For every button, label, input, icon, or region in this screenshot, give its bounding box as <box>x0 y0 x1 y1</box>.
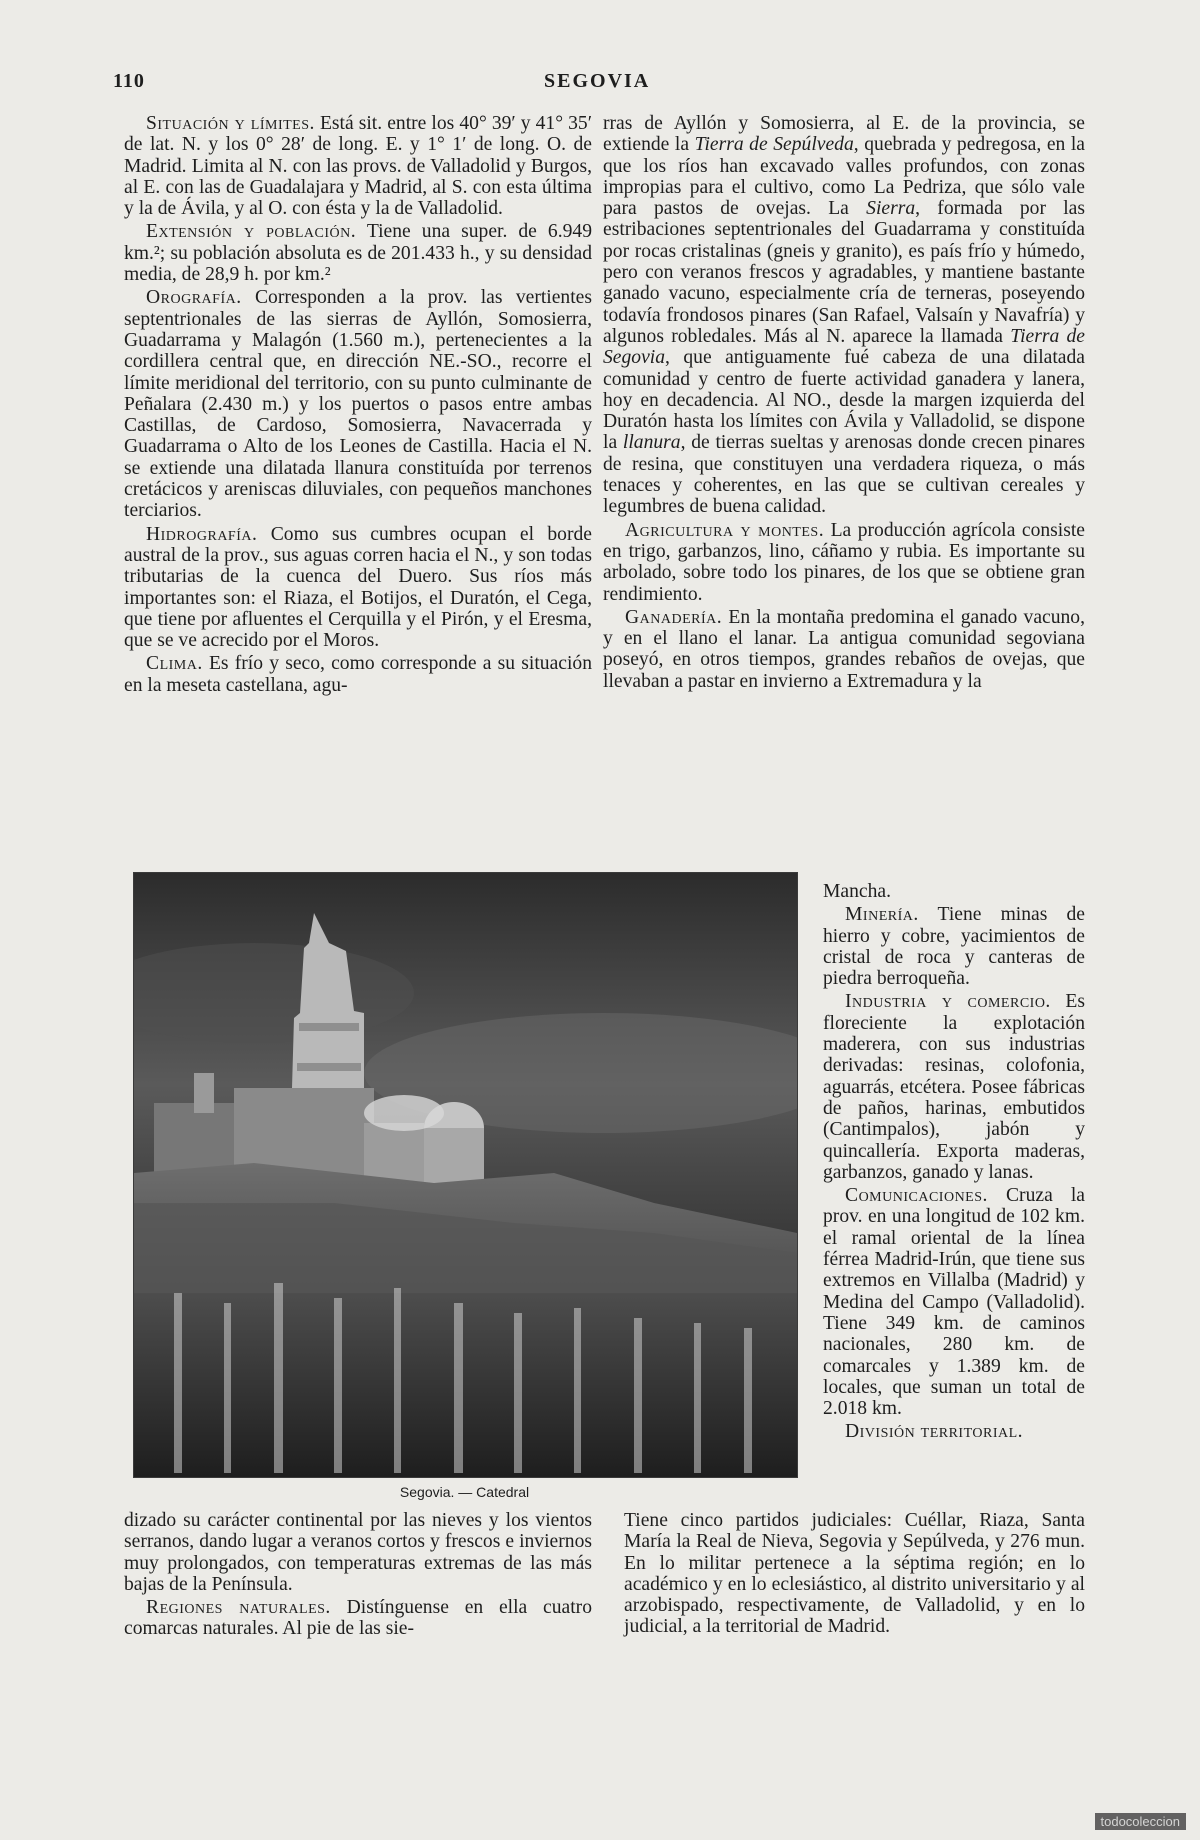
paragraph <box>603 607 1085 692</box>
paragraph-text: Corresponden a la prov. las vertientes septentrionales de las sierras de Ayllón, Somosierra, Guadarrama y Malagón (1.560 m.), pertenecientes a la cordillera central que, en dirección NE.-SO., recorre el límite meridional del territorio, con su punto culminante de Peñalara (2.430 m.) y los puertos o pasos entre ambas Castillas, de Cardoso, Somosierra, Navacerrada y Guadarrama o Alto de los Leones de Castilla. Hacia el N. se extiende una dilatada llanura constituída por terrenos cretácicos y areniscas diluviales, con pequeños manchones terciarios. <box>124 287 592 522</box>
paragraph <box>124 113 592 219</box>
section-heading: Orografía. <box>146 287 242 309</box>
section-heading: Clima. <box>146 653 203 675</box>
paragraph-text: Está sit. entre los 40° 39′ y 41° 35′ de lat. N. y los 0° 28′ de long. E. y 1° 1′ de long. O. de Madrid. Limita al N. con las provs. de Valladolid y Burgos, al E. con las de Guadalajara y Madrid, al S. con esta última y la de Ávila, y al O. con ésta y la de Valladolid. <box>124 113 592 220</box>
paragraph <box>124 1597 592 1640</box>
paragraph <box>823 881 1085 902</box>
section-heading: División territorial. <box>845 1421 1024 1443</box>
paragraph <box>624 1510 1085 1638</box>
section-heading: Situación y límites. <box>146 113 315 134</box>
left-column-bottom <box>124 1510 592 1642</box>
paragraph <box>823 904 1085 989</box>
paragraph-text: Cruza la prov. en una longitud de 102 km. el ramal oriental de la línea férrea Madrid-Irún, que tiene sus extremos en Villalba (Madrid) y Medina del Campo (Valladolid). Tiene 349 km. de caminos nacionales, 280 km. de comarcales y 1.389 km. de locales, que suman un total de 2.018 km. <box>823 1185 1085 1420</box>
paragraph <box>124 524 592 652</box>
section-heading: Regiones naturales. <box>146 1597 331 1619</box>
paragraph <box>823 991 1085 1183</box>
section-heading: Ganadería. <box>625 606 723 628</box>
paragraph <box>124 653 592 696</box>
section-heading: Industria y comercio. <box>845 991 1051 1013</box>
paragraph <box>603 113 1085 518</box>
section-heading: Comunicaciones. <box>845 1185 988 1207</box>
paragraph-text: La producción agrícola consiste en trigo, garbanzos, lino, cáñamo y rubia. Es importante su arbolado, sobre todo los pinares, de los que se obtiene gran rendimiento. <box>603 519 1085 605</box>
photo-caption: Segovia. — Catedral <box>399 1484 530 1500</box>
paragraph <box>124 1510 592 1595</box>
right-column-top <box>603 113 1085 694</box>
section-heading: Hidrografía. <box>146 523 258 545</box>
paragraph-text: Tiene cinco partidos judiciales: Cuéllar, Riaza, Santa María la Real de Nieva, Segovia y Sepúlveda, y 276 mun. En lo militar pertenece a la séptima región; en lo académico y en lo eclesiástico, al distrito universitario y al arzobispado, respectivamente, de Valladolid, y en lo judicial, a la territorial de Madrid. <box>624 1510 1085 1638</box>
right-narrow-column <box>823 881 1085 1445</box>
watermark: todocoleccion <box>1095 1813 1187 1830</box>
paragraph-text: Tiene una super. de 6.949 km.²; su población absoluta es de 201.433 h., y su densidad media, de 28,9 h. por km.² <box>124 221 592 286</box>
section-heading: Agricultura y montes. <box>625 519 825 541</box>
paragraph-text: En la montaña predomina el ganado vacuno, y en el llano el lanar. La antigua comunidad segoviana poseyó, en otros tiempos, grandes rebaños de ovejas, que llevaban a pastar en invierno a Extremadura y la <box>603 606 1085 692</box>
section-heading: Minería. <box>845 904 919 926</box>
paragraph-text: Es frío y seco, como corresponde a su situación en la meseta castellana, agu- <box>124 653 592 696</box>
paragraph <box>823 1185 1085 1419</box>
section-heading: Extensión y población. <box>146 221 357 243</box>
cathedral-photo <box>133 872 798 1478</box>
paragraph-text: Como sus cumbres ocupan el borde austral de la prov., sus aguas corren hacia el N., y son todas tributarias de la cuenca del Duero. Sus ríos más importantes son: el Riaza, el Botijos, el Duratón, el Cega, que tiene por afluentes el Cerquilla y el Pirón, y el Eresma, que se ve acrecido por el Moros. <box>124 523 592 652</box>
left-column-top <box>124 113 592 698</box>
paragraph-text: dizado su carácter continental por las nieves y los vientos serranos, dando lugar a veranos cortos y frescos e inviernos muy prolongados, con temperaturas extremas de las más bajas de la Península. <box>124 1510 592 1595</box>
paragraph-text: Distínguense en ella cuatro comarcas naturales. Al pie de las sie- <box>124 1597 592 1640</box>
cathedral-image <box>134 873 797 1477</box>
page-number: 110 <box>113 70 145 92</box>
paragraph <box>823 1421 1085 1442</box>
page-title: SEGOVIA <box>544 70 651 92</box>
paragraph-text: Mancha. <box>823 881 892 902</box>
paragraph-text: Es floreciente la explotación maderera, con sus industrias derivadas: resinas, colofonia, aguarrás, etcétera. Posee fábricas de paños, harinas, embutidos (Cantimpalos), jabón y quincallería. Exporta maderas, garbanzos, ganado y lanas. <box>823 991 1085 1183</box>
paragraph-text: Tiene minas de hierro y cobre, yacimientos de cristal de roca y canteras de piedra berroqueña. <box>823 904 1085 990</box>
paragraph-text: rras de Ayllón y Somosierra, al E. de la provincia, se extiende la Tierra de Sepúlveda, quebrada y pedregosa, en la que los ríos han excavado valles profundos, con zonas impropias para el cultivo, como La Pedriza, que sólo vale para pastos de ovejas. La Sierra, formada por las estribaciones septentrionales del Guadarrama y constituída por rocas cristalinas (gneis y granito), es país frío y húmedo, pero con veranos frescos y agradables, y mantiene bastante ganado vacuno, especialmente cría de terneras, poseyendo todavía frondosos pinares (San Rafael, Valsaín y Navafría) y algunos robledales. Más al N. aparece la llamada Tierra de Segovia, que antiguamente fué cabeza de una dilatada comunidad y centro de fuerte actividad ganadera y lanera, hoy en decadencia. Al NO., desde la margen izquierda del Duratón hasta los límites con Ávila y Valladolid, se dispone la llanura, de tierras sueltas y arenosas donde crecen pinares de resina, que constituyen una verdadera riqueza, o más tenaces y coherentes, en las que se cultivan cereales y legumbres de buena calidad. <box>603 113 1086 518</box>
paragraph <box>603 520 1085 605</box>
right-column-bottom <box>624 1510 1085 1640</box>
paragraph <box>124 287 592 521</box>
paragraph <box>124 221 592 285</box>
